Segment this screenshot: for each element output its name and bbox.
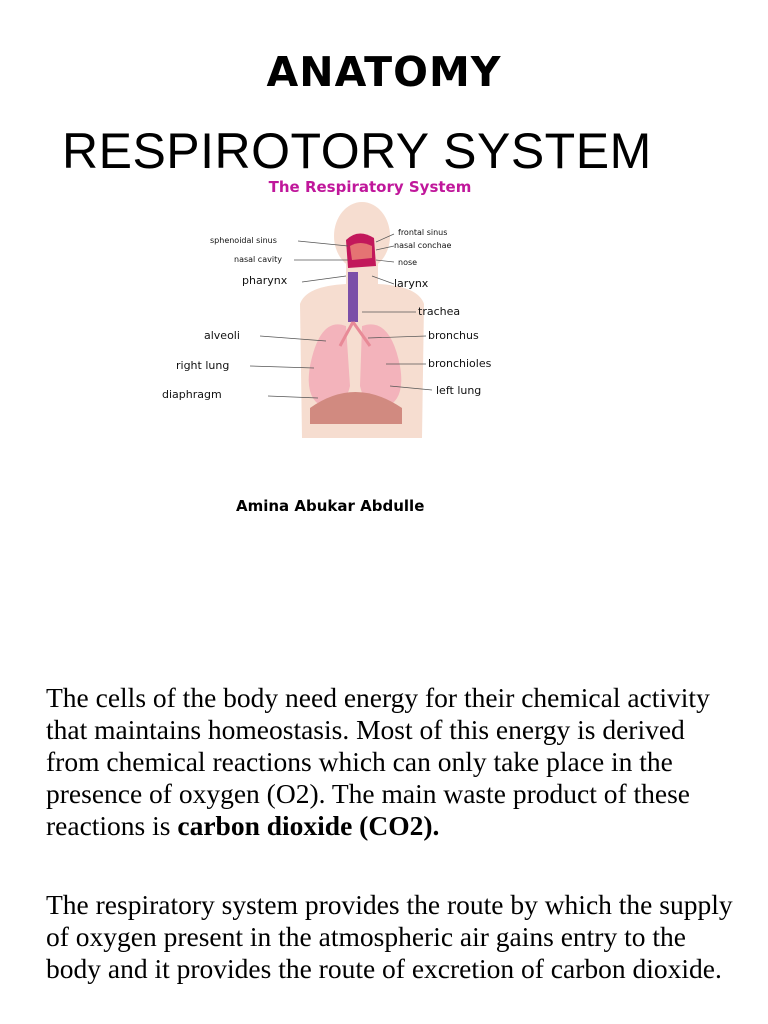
label-bronchus: bronchus: [428, 329, 479, 342]
respiratory-illustration: [150, 176, 510, 444]
document-subheading: RESPIROTORY SYSTEM: [62, 123, 652, 179]
author-name: Amina Abukar Abdulle: [236, 497, 425, 515]
label-diaphragm: diaphragm: [162, 388, 222, 401]
label-nasal-cavity: nasal cavity: [234, 255, 282, 264]
trachea-shape: [348, 272, 358, 322]
figure-title: The Respiratory System: [268, 178, 472, 196]
label-bronchioles: bronchioles: [428, 357, 492, 370]
respiratory-system-figure: [150, 176, 510, 444]
paragraph-intro: [46, 682, 736, 842]
paragraph-route: The respiratory system provides the route by which the supply of oxygen present in the atmospheric air gains entry to the body and it provides the route of excretion of carbon dioxide.: [46, 889, 733, 984]
label-left-lung: left lung: [436, 384, 482, 397]
label-trachea: trachea: [418, 305, 461, 318]
document-heading: ANATOMY: [266, 48, 502, 96]
label-nasal-conchae: nasal conchae: [394, 241, 452, 250]
label-alveoli: alveoli: [204, 329, 240, 342]
label-larynx: larynx: [394, 277, 429, 290]
paragraph-intro-bold: carbon dioxide (CO2).: [177, 810, 440, 841]
nasal-region: [346, 233, 376, 268]
label-sphenoidal-sinus: sphenoidal sinus: [210, 236, 277, 245]
label-frontal-sinus: frontal sinus: [398, 228, 448, 237]
label-right-lung: right lung: [176, 359, 230, 372]
label-pharynx: pharynx: [242, 274, 288, 287]
label-nose: nose: [398, 258, 418, 267]
paragraph-intro-text: The cells of the body need energy for their chemical activity that maintains homeostasis. Most of this energy is derived from chemical reactions which can only take place in the presence of oxygen (O2). The main waste product of these reactions is: [46, 682, 710, 841]
